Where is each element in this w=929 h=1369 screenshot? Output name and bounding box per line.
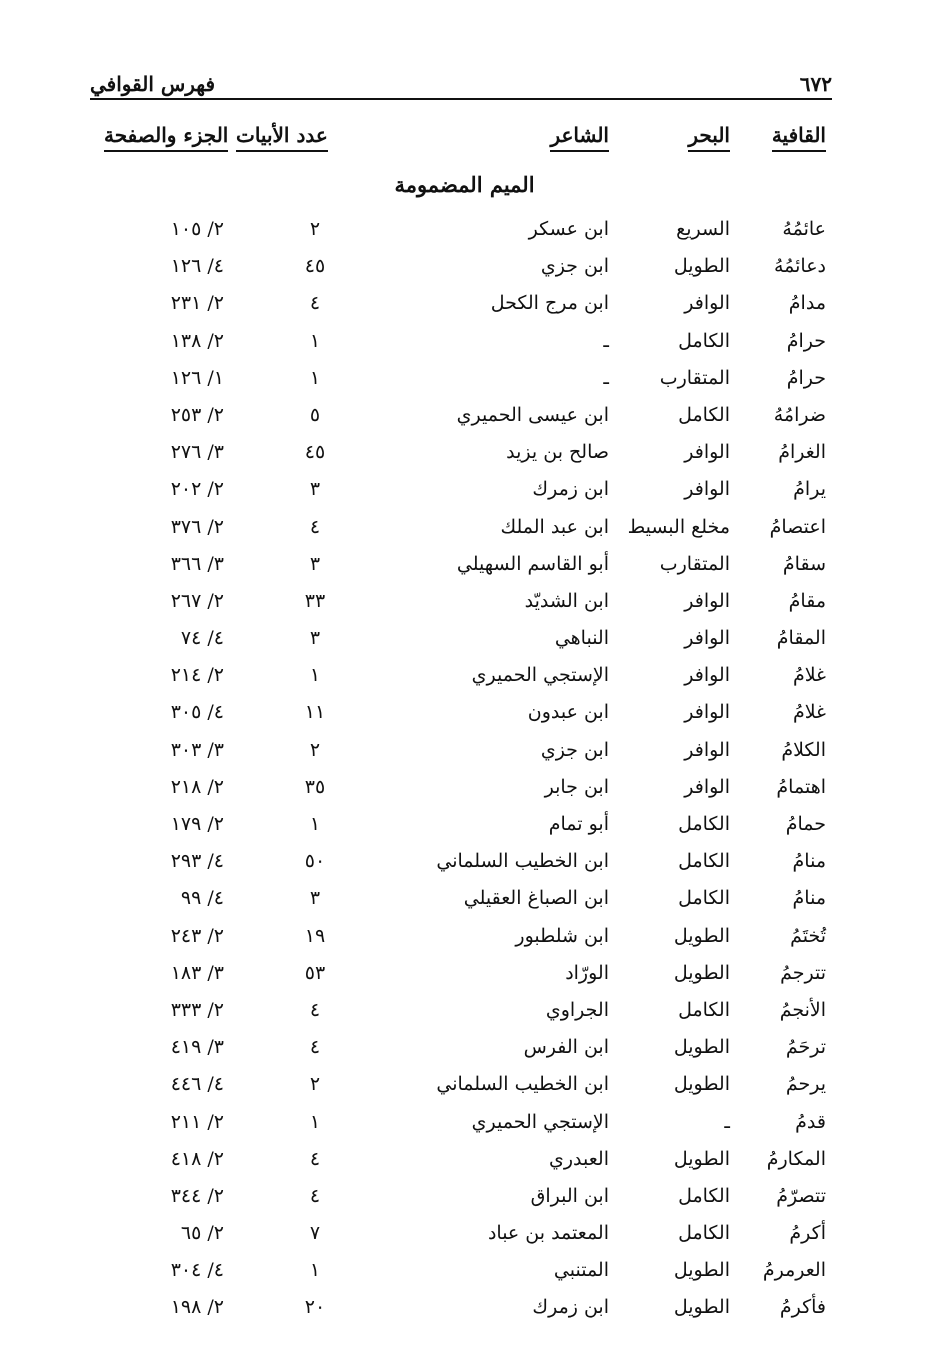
poet-cell: الجراوي (545, 998, 609, 1021)
poet-cell: ابن الفرس (523, 1036, 609, 1059)
volume-page-cell: ٣/ ٣٦٦ (170, 552, 224, 575)
table-row (0, 732, 929, 769)
index-title: فهرس القوافي (90, 72, 216, 96)
poet-cell: العبدري (549, 1147, 609, 1170)
meter-cell: المتقارب (659, 552, 730, 575)
meter-cell: الوافر (684, 664, 730, 687)
rhyme-cell: سقامُ (782, 552, 826, 575)
meter-cell: الكامل (678, 998, 730, 1021)
volume-page-cell: ٢/ ٢١١ (170, 1110, 224, 1133)
table-row (0, 1215, 929, 1252)
volume-page-cell: ٢/ ١٠٥ (170, 218, 224, 240)
volume-page-cell: ٢/ ٤١٨ (170, 1147, 224, 1170)
poet-cell: ـ (603, 329, 609, 352)
verse-count-cell: ١١ (304, 701, 326, 724)
meter-cell: الوافر (684, 478, 730, 501)
poet-cell: ـ (603, 366, 609, 389)
table-row (0, 620, 929, 657)
verse-count-cell: ٢ (309, 1073, 321, 1096)
rhyme-cell: أكرمُ (789, 1222, 826, 1245)
volume-page-cell: ٣/ ١٨٣ (170, 961, 224, 984)
rhyme-cell: منامُ (792, 850, 826, 873)
table-row (0, 769, 929, 806)
rhyme-cell: اعتصامُ (769, 515, 826, 538)
poet-cell: النباهي (554, 627, 609, 650)
verse-count-cell: ٧ (309, 1222, 321, 1245)
meter-cell: الكامل (678, 850, 730, 873)
meter-cell: الكامل (678, 1222, 730, 1245)
verse-count-cell: ١ (309, 813, 321, 835)
meter-cell: الطويل (673, 1296, 730, 1319)
poet-cell: ابن الصباغ العقيلي (463, 887, 609, 910)
verse-count-cell: ٣٣ (304, 589, 326, 612)
rhyme-cell: مدامُ (788, 292, 826, 315)
rhyme-cell: حمامُ (785, 813, 826, 835)
column-header-meter: البحر (688, 122, 730, 152)
verse-count-cell: ٥ (309, 403, 321, 426)
rhyme-cell: ترحَمُ (785, 1036, 826, 1059)
poet-cell: ابن زمرك (532, 1296, 609, 1319)
verse-count-cell: ٤ (309, 1184, 321, 1207)
poet-cell: صالح بن يزيد (506, 441, 609, 464)
verse-count-cell: ٢ (309, 738, 321, 761)
volume-page-cell: ١/ ١٢٦ (170, 366, 224, 389)
verse-count-cell: ١ (309, 1110, 321, 1133)
rhyme-cell: مقامُ (788, 589, 826, 612)
rhyme-cell: حرامُ (786, 366, 826, 389)
poet-cell: ابن جزي (540, 738, 609, 761)
rhyme-cell: الكلامُ (781, 738, 826, 761)
poet-cell: ابن جابر (544, 775, 609, 798)
meter-cell: الوافر (684, 627, 730, 650)
poet-cell: ابن عبدون (527, 701, 609, 724)
poet-cell: الإستجي الحميري (471, 664, 609, 687)
meter-cell: الكامل (678, 403, 730, 426)
table-row (0, 918, 929, 955)
volume-page-cell: ٢/ ١٣٨ (170, 329, 224, 352)
rhyme-cell: منامُ (792, 887, 826, 910)
volume-page-cell: ٢/ ٦٥ (180, 1222, 224, 1245)
meter-cell: السريع (676, 218, 730, 240)
verse-count-cell: ٣ (309, 478, 321, 501)
rhyme-cell: الغرامُ (778, 441, 826, 464)
verse-count-cell: ٤ (309, 1147, 321, 1170)
volume-page-cell: ٤/ ٧٤ (180, 627, 224, 650)
table-row (0, 546, 929, 583)
volume-page-cell: ٣/ ٣٠٣ (170, 738, 224, 761)
volume-page-cell: ٤/ ٣٠٥ (170, 701, 224, 724)
volume-page-cell: ٢/ ٢٠٢ (170, 478, 224, 501)
verse-count-cell: ١ (309, 366, 321, 389)
poet-cell: ابن عيسى الحميري (456, 403, 609, 426)
table-row (0, 434, 929, 471)
verse-count-cell: ٣ (309, 887, 321, 910)
verse-count-cell: ٥٣ (304, 961, 326, 984)
table-row (0, 1289, 929, 1326)
table-row (0, 694, 929, 731)
volume-page-cell: ٢/ ١٩٨ (170, 1296, 224, 1319)
verse-count-cell: ٤ (309, 1036, 321, 1059)
rhyme-cell: دعائمُهُ (773, 255, 826, 278)
volume-page-cell: ٢/ ١٧٩ (170, 813, 224, 835)
poet-cell: أبو القاسم السهيلي (456, 552, 609, 575)
volume-page-cell: ٢/ ٢٣١ (170, 292, 224, 315)
rhyme-cell: المقامُ (776, 627, 826, 650)
rhyme-cell: تترجمُ (780, 961, 826, 984)
verse-count-cell: ١ (309, 664, 321, 687)
rhyme-cell: المكارمُ (766, 1147, 826, 1170)
poet-cell: الورّاد (565, 961, 609, 984)
meter-cell: الطويل (673, 1147, 730, 1170)
volume-page-cell: ٤/ ٤٤٦ (170, 1073, 224, 1096)
volume-page-cell: ٣/ ٤١٩ (170, 1036, 224, 1059)
volume-page-cell: ٢/ ٢٦٧ (170, 589, 224, 612)
meter-cell: الكامل (678, 329, 730, 352)
volume-page-cell: ٢/ ٣٧٦ (170, 515, 224, 538)
verse-count-cell: ٤ (309, 998, 321, 1021)
volume-page-cell: ٢/ ٢٤٣ (170, 924, 224, 947)
meter-cell: الطويل (673, 1259, 730, 1282)
meter-cell: الطويل (673, 924, 730, 947)
volume-page-cell: ٤/ ٣٠٤ (170, 1259, 224, 1282)
rhyme-cell: غلامُ (792, 701, 826, 724)
table-row (0, 1066, 929, 1103)
meter-cell: الوافر (684, 292, 730, 315)
meter-cell: الطويل (673, 255, 730, 278)
verse-count-cell: ٤٥ (304, 255, 326, 278)
rhyme-cell: الأنجمُ (779, 998, 826, 1021)
volume-page-cell: ٤/ ١٢٦ (170, 255, 224, 278)
poet-cell: المتنبي (553, 1259, 609, 1282)
verse-count-cell: ٤٥ (304, 441, 326, 464)
rhyme-cell: ضرامُهُ (773, 403, 826, 426)
meter-cell: الوافر (684, 441, 730, 464)
table-row (0, 583, 929, 620)
table-row (0, 1252, 929, 1289)
table-row (0, 397, 929, 434)
rhyme-cell: عائمُهُ (782, 218, 826, 240)
column-header-volume-page: الجزء والصفحة (104, 122, 228, 152)
column-header-poet: الشاعر (550, 122, 609, 152)
meter-cell: الوافر (684, 775, 730, 798)
meter-cell: مخلع البسيط (627, 515, 730, 538)
table-row (0, 1104, 929, 1141)
verse-count-cell: ٤ (309, 292, 321, 315)
table-row (0, 471, 929, 508)
volume-page-cell: ٢/ ٢١٤ (170, 664, 224, 687)
volume-page-cell: ٢/ ٣٤٤ (170, 1184, 224, 1207)
poet-cell: ابن الخطيب السلماني (436, 1073, 609, 1096)
table-row (0, 657, 929, 694)
volume-page-cell: ٤/ ٢٩٣ (170, 850, 224, 873)
verse-count-cell: ٣ (309, 552, 321, 575)
verse-count-cell: ١ (309, 329, 321, 352)
rhyme-cell: يرامُ (793, 478, 826, 501)
table-row (0, 992, 929, 1029)
verse-count-cell: ٣٥ (304, 775, 326, 798)
volume-page-cell: ٢/ ٢١٨ (170, 775, 224, 798)
meter-cell: الكامل (678, 887, 730, 910)
table-row (0, 509, 929, 546)
volume-page-cell: ٢/ ٢٥٣ (170, 403, 224, 426)
poet-cell: المعتمد بن عباد (487, 1222, 609, 1245)
rhyme-cell: تُختَمُ (790, 924, 826, 947)
poet-cell: الإستجي الحميري (471, 1110, 609, 1133)
poet-cell: ابن البراق (530, 1184, 609, 1207)
poet-cell: ابن شلطبور (515, 924, 609, 947)
table-row (0, 1029, 929, 1066)
verse-count-cell: ٤ (309, 515, 321, 538)
column-header-rhyme: القافية (772, 122, 826, 152)
verse-count-cell: ٥٠ (304, 850, 326, 873)
rhyme-cell: يرحمُ (785, 1073, 826, 1096)
table-row (0, 806, 929, 843)
poet-cell: ابن الشديّد (524, 589, 609, 612)
verse-count-cell: ٢٠ (304, 1296, 326, 1319)
poet-cell: ابن عسكر (528, 218, 609, 240)
poet-cell: ابن زمرك (532, 478, 609, 501)
verse-count-cell: ١٩ (304, 924, 326, 947)
volume-page-cell: ٣/ ٢٧٦ (170, 441, 224, 464)
volume-page-cell: ٢/ ٣٣٣ (170, 998, 224, 1021)
meter-cell: الكامل (678, 813, 730, 835)
section-title: الميم المضمومة (394, 172, 535, 197)
table-row (0, 955, 929, 992)
table-row (0, 360, 929, 397)
page-number: ٦٧٢ (799, 72, 832, 96)
meter-cell: الطويل (673, 1036, 730, 1059)
table-row (0, 248, 929, 285)
meter-cell: المتقارب (659, 366, 730, 389)
poet-cell: ابن جزي (540, 255, 609, 278)
rhyme-cell: اهتمامُ (776, 775, 826, 798)
table-row (0, 1141, 929, 1178)
meter-cell: الطويل (673, 961, 730, 984)
volume-page-cell: ٤/ ٩٩ (180, 887, 224, 910)
meter-cell: الكامل (678, 1184, 730, 1207)
table-row (0, 285, 929, 322)
poet-cell: ابن مرج الكحل (490, 292, 609, 315)
rhyme-cell: تتصرّمُ (776, 1184, 826, 1207)
rhyme-cell: قدمُ (795, 1110, 826, 1133)
rhyme-index-table (0, 211, 929, 1327)
poet-cell: ابن عبد الملك (500, 515, 609, 538)
meter-cell: الوافر (684, 589, 730, 612)
table-row (0, 211, 929, 248)
table-row (0, 1178, 929, 1215)
meter-cell: الوافر (684, 701, 730, 724)
table-row (0, 880, 929, 917)
rhyme-cell: العرمرمُ (762, 1259, 826, 1282)
meter-cell: الوافر (684, 738, 730, 761)
meter-cell: ـ (724, 1110, 730, 1133)
table-row (0, 843, 929, 880)
poet-cell: أبو تمام (548, 813, 609, 835)
table-row (0, 323, 929, 360)
meter-cell: الطويل (673, 1073, 730, 1096)
running-head (90, 68, 832, 100)
rhyme-cell: غلامُ (792, 664, 826, 687)
verse-count-cell: ١ (309, 1259, 321, 1282)
column-header-verse-count: عدد الأبيات (236, 122, 328, 152)
rhyme-cell: فأكرمُ (779, 1296, 826, 1319)
rhyme-cell: حرامُ (786, 329, 826, 352)
verse-count-cell: ٣ (309, 627, 321, 650)
verse-count-cell: ٢ (309, 218, 321, 240)
poet-cell: ابن الخطيب السلماني (436, 850, 609, 873)
